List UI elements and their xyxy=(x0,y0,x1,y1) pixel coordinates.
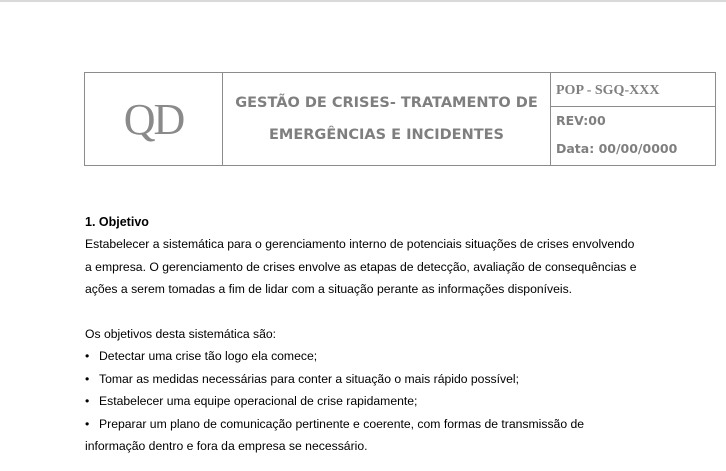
logo-cell xyxy=(85,73,223,166)
objective-paragraph-line-1: Estabelecer a sistemática para o gerenciamento interno de potenciais situações de crises envolvendo xyxy=(85,237,635,251)
title-line-1: GESTÃO DE CRISES- TRATAMENTO DE xyxy=(235,95,538,111)
document-body xyxy=(85,211,652,458)
page-top-border xyxy=(0,0,726,2)
bullet-icon: • xyxy=(85,349,90,363)
company-logo: QD xyxy=(123,94,184,144)
title-cell xyxy=(223,73,551,166)
document-header-table xyxy=(84,72,716,166)
objective-paragraph-line-2: a empresa. O gerenciamento de crises envolve as etapas de detecção, avaliação de consequências e xyxy=(85,259,637,274)
list-item: • Preparar um plano de comunicação pertinente e coerente, com formas de transmissão de xyxy=(85,413,652,436)
code-cell xyxy=(551,73,716,107)
objectives-list xyxy=(85,345,652,435)
title-line-2: EMERGÊNCIAS E INCIDENTES xyxy=(269,127,504,143)
objectives-intro: Os objetivos desta sistemática são: xyxy=(85,326,277,341)
list-item: • Tomar as medidas necessárias para conter a situação o mais rápido possível; xyxy=(85,368,652,391)
meta-cell xyxy=(551,107,716,166)
paragraph-spacer xyxy=(85,301,652,323)
bullet-icon: • xyxy=(85,394,90,408)
bullet-continuation: informação dentro e fora da empresa se necessário. xyxy=(85,439,368,453)
revision-label: REV:00 xyxy=(556,113,606,128)
list-item: • Detectar uma crise tão logo ela comece; xyxy=(85,345,652,368)
date-label: Data: 00/00/0000 xyxy=(556,141,678,156)
bullet-icon: • xyxy=(85,371,90,386)
bullet-icon: • xyxy=(85,416,90,431)
objective-paragraph-line-3: ações a serem tomadas a fim de lidar com a situação perante as informações disponíveis. xyxy=(85,282,573,296)
document-code: POP - SGQ-XXX xyxy=(556,82,660,98)
document-title xyxy=(223,87,550,151)
list-item: • Estabelecer uma equipe operacional de crise rapidamente; xyxy=(85,390,652,413)
section-title: 1. Objetivo xyxy=(85,215,149,229)
